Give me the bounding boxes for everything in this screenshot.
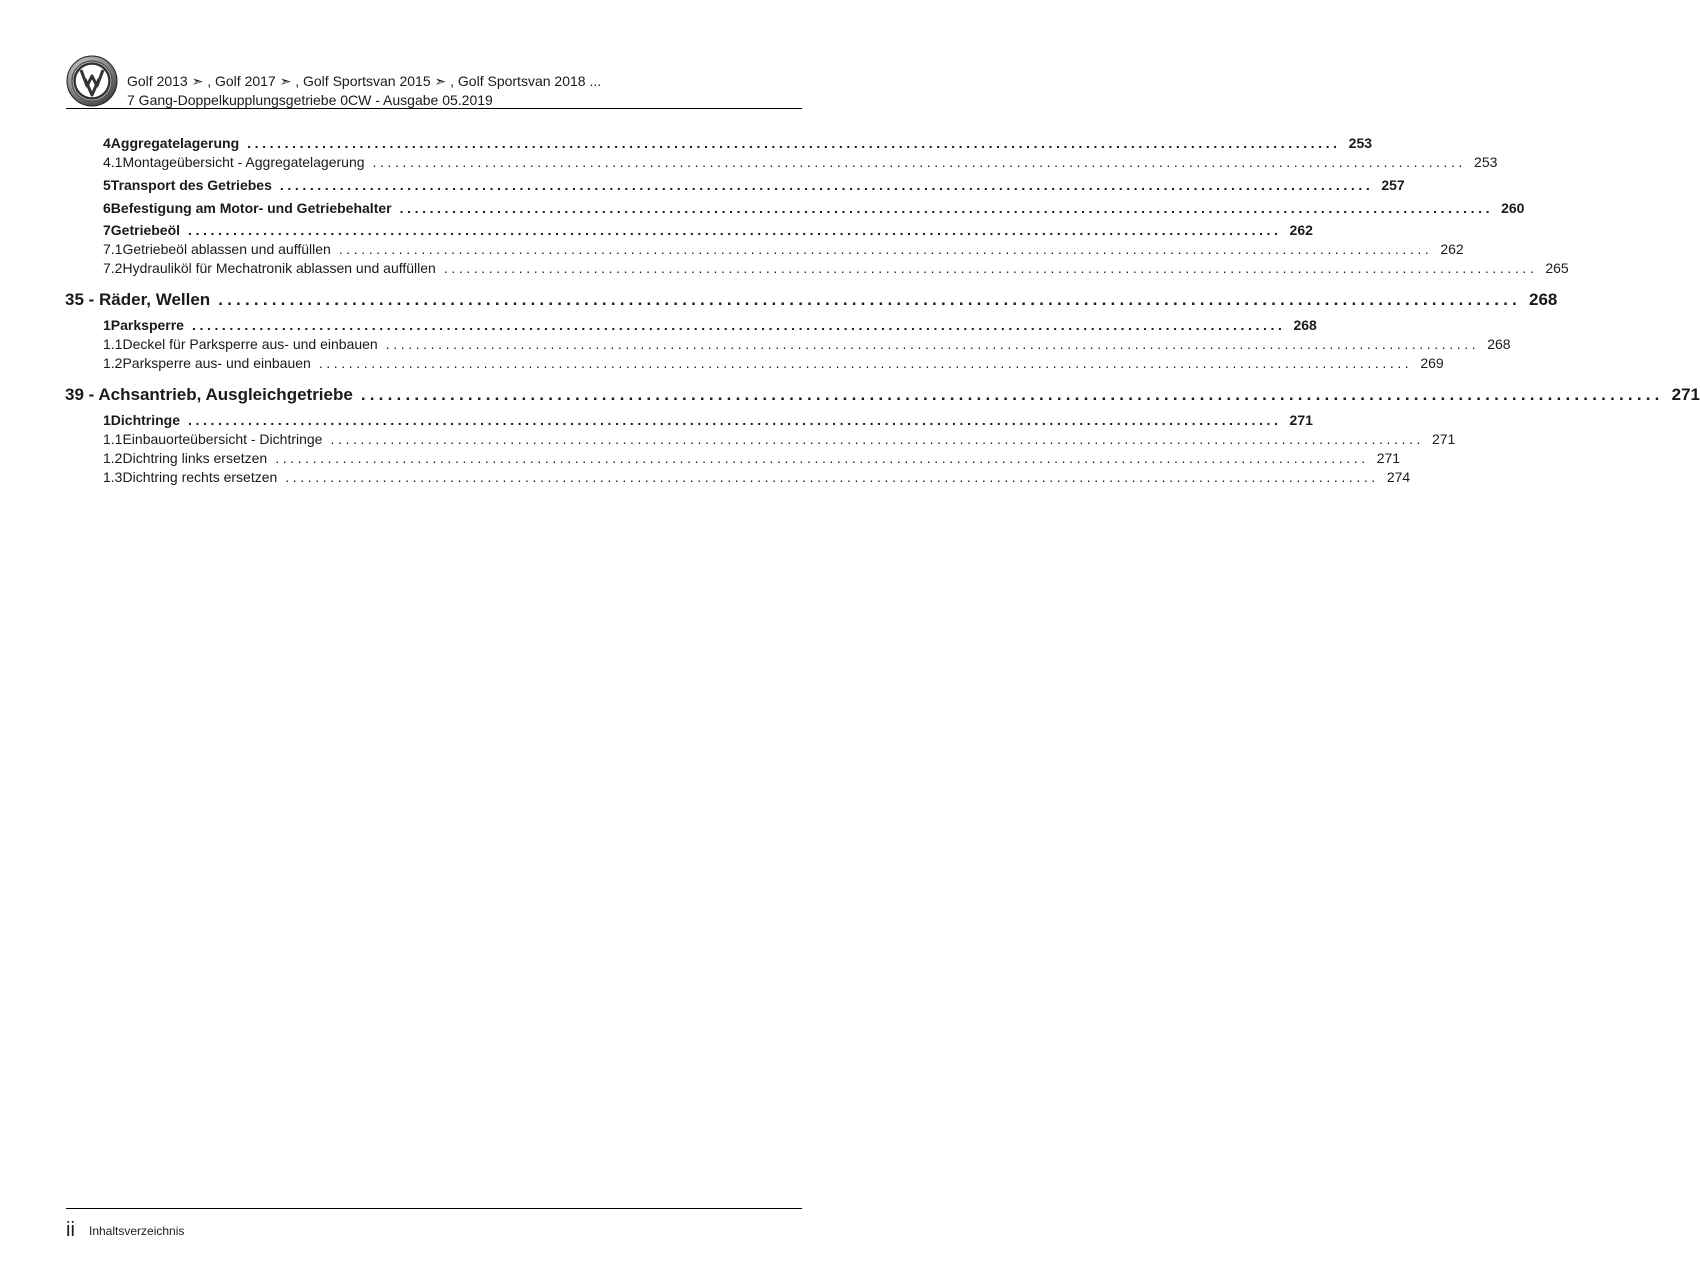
toc-entry[interactable] [65, 260, 1569, 276]
toc-title: Getriebeöl [110, 222, 181, 238]
toc-page: 269 [1420, 355, 1444, 371]
toc-number: 7.1 [103, 241, 123, 257]
toc-chapter-title: 39 - Achsantrieb, Ausgleichgetriebe [65, 385, 353, 404]
toc-title: Parksperre [110, 317, 184, 333]
toc-page: 265 [1545, 260, 1569, 276]
footer-page-number: ii [66, 1219, 75, 1241]
toc-number: 1.1 [103, 431, 123, 447]
toc-title: Befestigung am Motor- und Getriebehalter [110, 200, 392, 216]
toc-entry[interactable] [65, 317, 1317, 333]
toc-title: Hydrauliköl für Mechatronik ablassen und auffüllen [122, 260, 436, 276]
toc-leader: .................................................................................................................................................. [191, 317, 1286, 333]
toc-title: Dichtring links ersetzen [122, 450, 268, 466]
toc-chapter[interactable] [65, 385, 1700, 405]
toc-chapter-title: 35 - Räder, Wellen [65, 290, 211, 309]
toc-page: 260 [1501, 200, 1525, 216]
toc-leader: .................................................................................................................................................. [275, 450, 1369, 466]
toc-page: 271 [1289, 412, 1313, 428]
toc-leader: .................................................................................................................................................. [318, 355, 1413, 371]
vw-logo-icon [66, 55, 118, 107]
footer-label: Inhaltsverzeichnis [89, 1224, 185, 1238]
toc-number: 4.1 [103, 154, 123, 170]
toc-number: 1.3 [103, 469, 123, 485]
toc-number: 4 [103, 135, 111, 151]
toc-entry[interactable] [65, 412, 1313, 428]
toc-page: 262 [1440, 241, 1464, 257]
toc-entry[interactable] [65, 355, 1444, 371]
toc-leader: .................................................................................................................................................. [338, 241, 1433, 257]
toc-entry[interactable] [65, 336, 1511, 352]
toc-title: Montageübersicht - Aggregatelagerung [122, 154, 365, 170]
toc-leader: .................................................................................................................................................. [218, 290, 1521, 309]
header-publication: 7 Gang-Doppelkupplungsgetriebe 0CW - Ausgabe 05.2019 [127, 92, 493, 108]
toc-page: 268 [1487, 336, 1511, 352]
toc-chapter[interactable] [65, 290, 1558, 310]
toc-leader: .................................................................................................................................................. [188, 412, 1282, 428]
toc-number: 7.2 [103, 260, 123, 276]
toc-number: 1 [103, 317, 111, 333]
toc-title: Getriebeöl ablassen und auffüllen [122, 241, 331, 257]
toc-page: 271 [1376, 450, 1401, 466]
toc-title: Deckel für Parksperre aus- und einbauen [122, 336, 378, 352]
toc-number: 6 [103, 200, 111, 216]
toc-entry[interactable] [65, 154, 1498, 170]
header-divider [66, 108, 802, 109]
toc-number: 5 [103, 177, 111, 193]
toc-page: 271 [1431, 431, 1456, 447]
toc-page: 253 [1348, 135, 1373, 151]
toc-entry[interactable] [65, 450, 1401, 466]
toc-title: Transport des Getriebes [110, 177, 272, 193]
toc-title: Aggregatelagerung [110, 135, 240, 151]
toc-leader: .................................................................................................................................................. [285, 469, 1379, 485]
toc-entry[interactable] [65, 241, 1464, 257]
toc-title: Dichtringe [110, 412, 181, 428]
toc-title: Dichtring rechts ersetzen [122, 469, 278, 485]
toc-title: Parksperre aus- und einbauen [122, 355, 311, 371]
toc-page: 274 [1386, 469, 1411, 485]
toc-number: 1.1 [103, 336, 123, 352]
toc-number: 1.2 [103, 355, 123, 371]
toc-page: 268 [1293, 317, 1317, 333]
page-header [66, 55, 802, 109]
toc-number: 7 [103, 222, 111, 238]
toc-entry[interactable] [65, 469, 1411, 485]
toc-title: Einbauorteübersicht - Dichtringe [122, 431, 323, 447]
toc-page: 262 [1289, 222, 1313, 238]
toc-leader: .................................................................................................................................................. [247, 135, 1341, 151]
toc-leader: .................................................................................................................................................. [372, 154, 1467, 170]
toc-entry[interactable] [65, 135, 1373, 151]
toc-leader: .................................................................................................................................................. [279, 177, 1374, 193]
toc-entry[interactable] [65, 222, 1313, 238]
toc-leader: .................................................................................................................................................. [330, 431, 1424, 447]
toc-page: 253 [1474, 154, 1498, 170]
toc-entry[interactable] [65, 431, 1456, 447]
toc-number: 1.2 [103, 450, 123, 466]
toc-leader: .................................................................................................................................................. [360, 385, 1664, 404]
toc-leader: .................................................................................................................................................. [399, 200, 1494, 216]
toc-entry[interactable] [65, 177, 1405, 193]
toc-leader: .................................................................................................................................................. [385, 336, 1480, 352]
footer-divider [66, 1208, 802, 1209]
header-vehicle-models: Golf 2013 ➣ , Golf 2017 ➣ , Golf Sportsvan 2015 ➣ , Golf Sportsvan 2018 ... [127, 73, 602, 89]
toc-leader: .................................................................................................................................................. [188, 222, 1282, 238]
toc-page: 268 [1528, 290, 1558, 309]
toc-page: 271 [1671, 385, 1700, 404]
toc-entry[interactable] [65, 200, 1525, 216]
toc-number: 1 [103, 412, 111, 428]
toc-page: 257 [1381, 177, 1405, 193]
toc-leader: .................................................................................................................................................. [443, 260, 1538, 276]
